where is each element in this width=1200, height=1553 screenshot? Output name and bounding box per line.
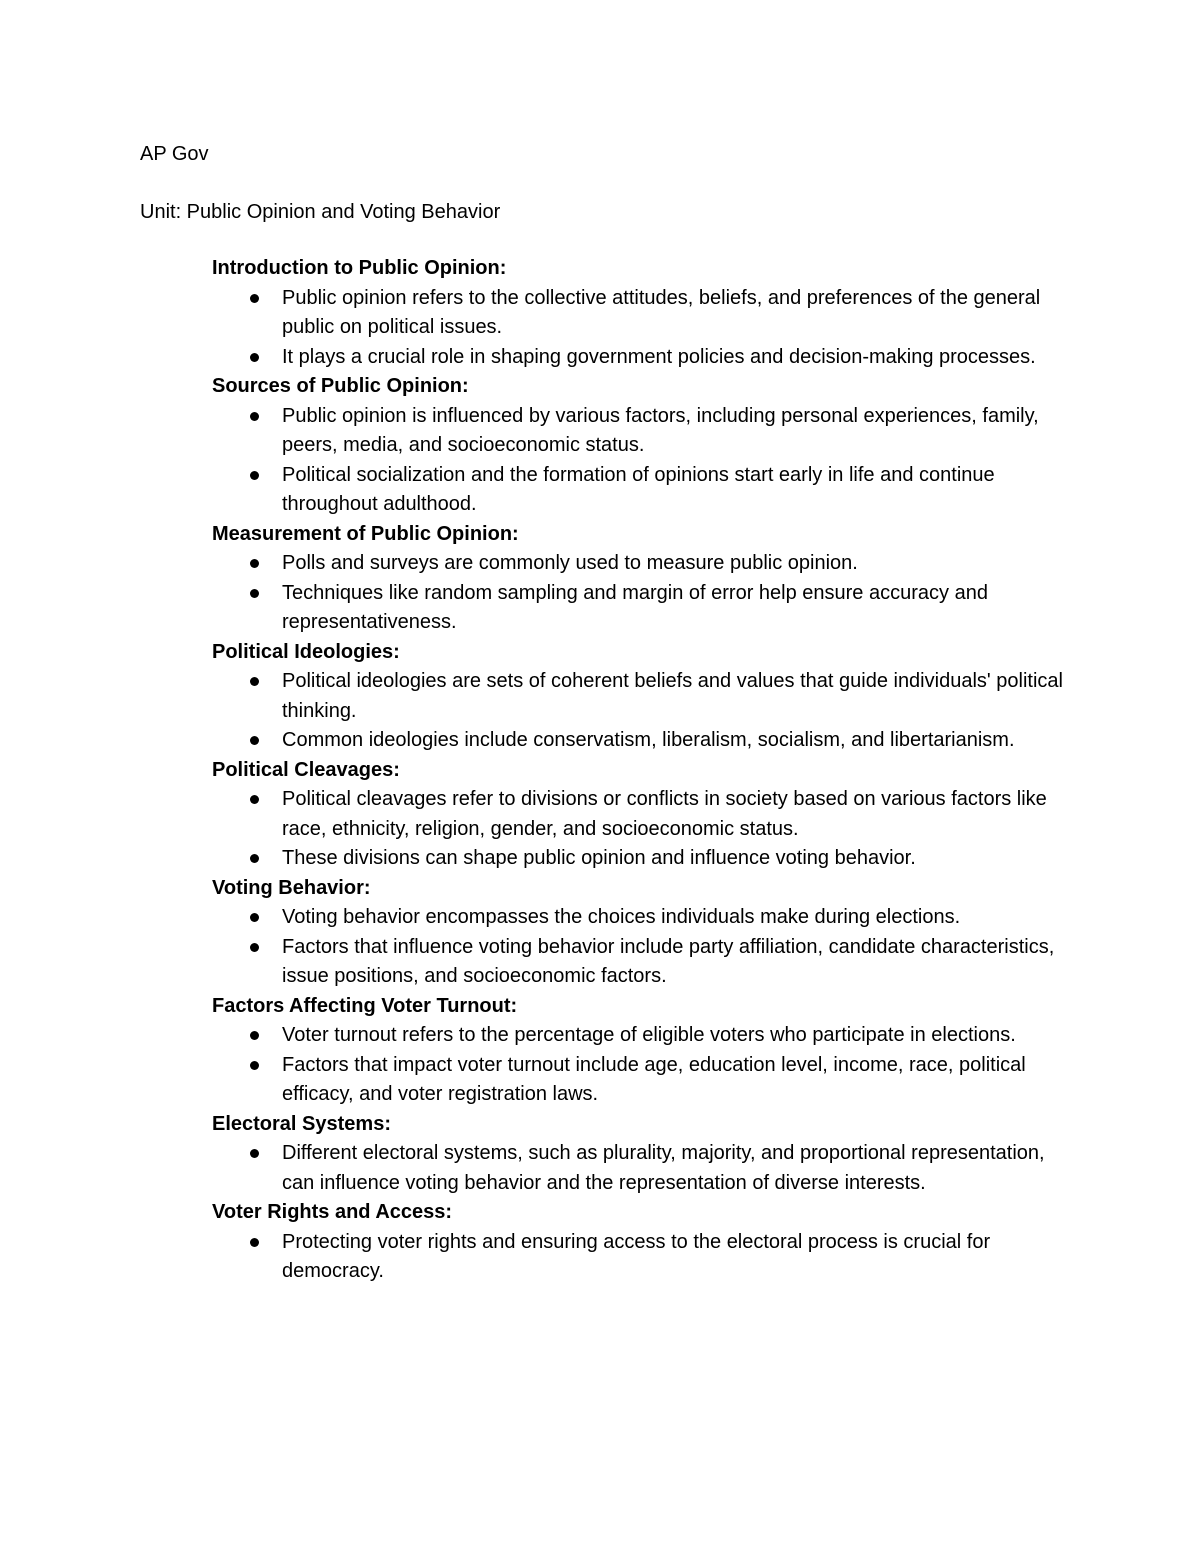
list-item: Political socialization and the formation of opinions start early in life and continue throughout adulthood. xyxy=(212,461,1072,520)
section-heading: Electoral Systems: xyxy=(212,1112,391,1135)
bullet-list xyxy=(212,667,1072,756)
list-item: Factors that impact voter turnout include age, education level, income, race, political efficacy, and voter registration laws. xyxy=(212,1051,1072,1110)
section-heading: Political Cleavages: xyxy=(212,758,400,781)
list-item: Different electoral systems, such as plurality, majority, and proportional representation, can influence voting behavior and the representation of diverse interests. xyxy=(212,1139,1072,1198)
bullet-list xyxy=(212,284,1072,373)
list-item: These divisions can shape public opinion and influence voting behavior. xyxy=(212,844,1072,874)
list-item: Common ideologies include conservatism, liberalism, socialism, and libertarianism. xyxy=(212,726,1072,756)
list-item: Techniques like random sampling and margin of error help ensure accuracy and representativeness. xyxy=(212,579,1072,638)
course-title: AP Gov xyxy=(140,143,209,165)
list-item: Protecting voter rights and ensuring access to the electoral process is crucial for democracy. xyxy=(212,1228,1072,1287)
notes-content xyxy=(212,254,1072,1287)
section-heading: Factors Affecting Voter Turnout: xyxy=(212,994,518,1017)
section-heading: Measurement of Public Opinion: xyxy=(212,522,519,545)
bullet-list xyxy=(212,402,1072,520)
section-heading: Voter Rights and Access: xyxy=(212,1201,453,1223)
bullet-list xyxy=(212,1228,1072,1287)
list-item: It plays a crucial role in shaping government policies and decision-making processes. xyxy=(212,343,1072,373)
list-item: Public opinion refers to the collective attitudes, beliefs, and preferences of the general public on political issues. xyxy=(212,284,1072,343)
unit-title: Unit: Public Opinion and Voting Behavior xyxy=(140,201,501,223)
bullet-list xyxy=(212,785,1072,874)
section-heading: Introduction to Public Opinion: xyxy=(212,257,507,279)
bullet-list xyxy=(212,1139,1072,1198)
list-item: Voting behavior encompasses the choices individuals make during elections. xyxy=(212,903,1072,933)
list-item: Political cleavages refer to divisions or conflicts in society based on various factors like race, ethnicity, religion, gender, and socioeconomic status. xyxy=(212,785,1072,844)
section-heading: Voting Behavior: xyxy=(212,876,371,899)
bullet-list xyxy=(212,903,1072,992)
list-item: Polls and surveys are commonly used to measure public opinion. xyxy=(212,549,1072,579)
list-item: Factors that influence voting behavior include party affiliation, candidate characteristics, issue positions, and socioeconomic factors. xyxy=(212,933,1072,992)
list-item: Public opinion is influenced by various factors, including personal experiences, family, peers, media, and socioeconomic status. xyxy=(212,402,1072,461)
bullet-list xyxy=(212,549,1072,638)
bullet-list xyxy=(212,1021,1072,1110)
section-heading: Political Ideologies: xyxy=(212,640,400,663)
list-item: Voter turnout refers to the percentage of eligible voters who participate in elections. xyxy=(212,1021,1072,1051)
list-item: Political ideologies are sets of coherent beliefs and values that guide individuals' political thinking. xyxy=(212,667,1072,726)
section-heading: Sources of Public Opinion: xyxy=(212,375,469,397)
